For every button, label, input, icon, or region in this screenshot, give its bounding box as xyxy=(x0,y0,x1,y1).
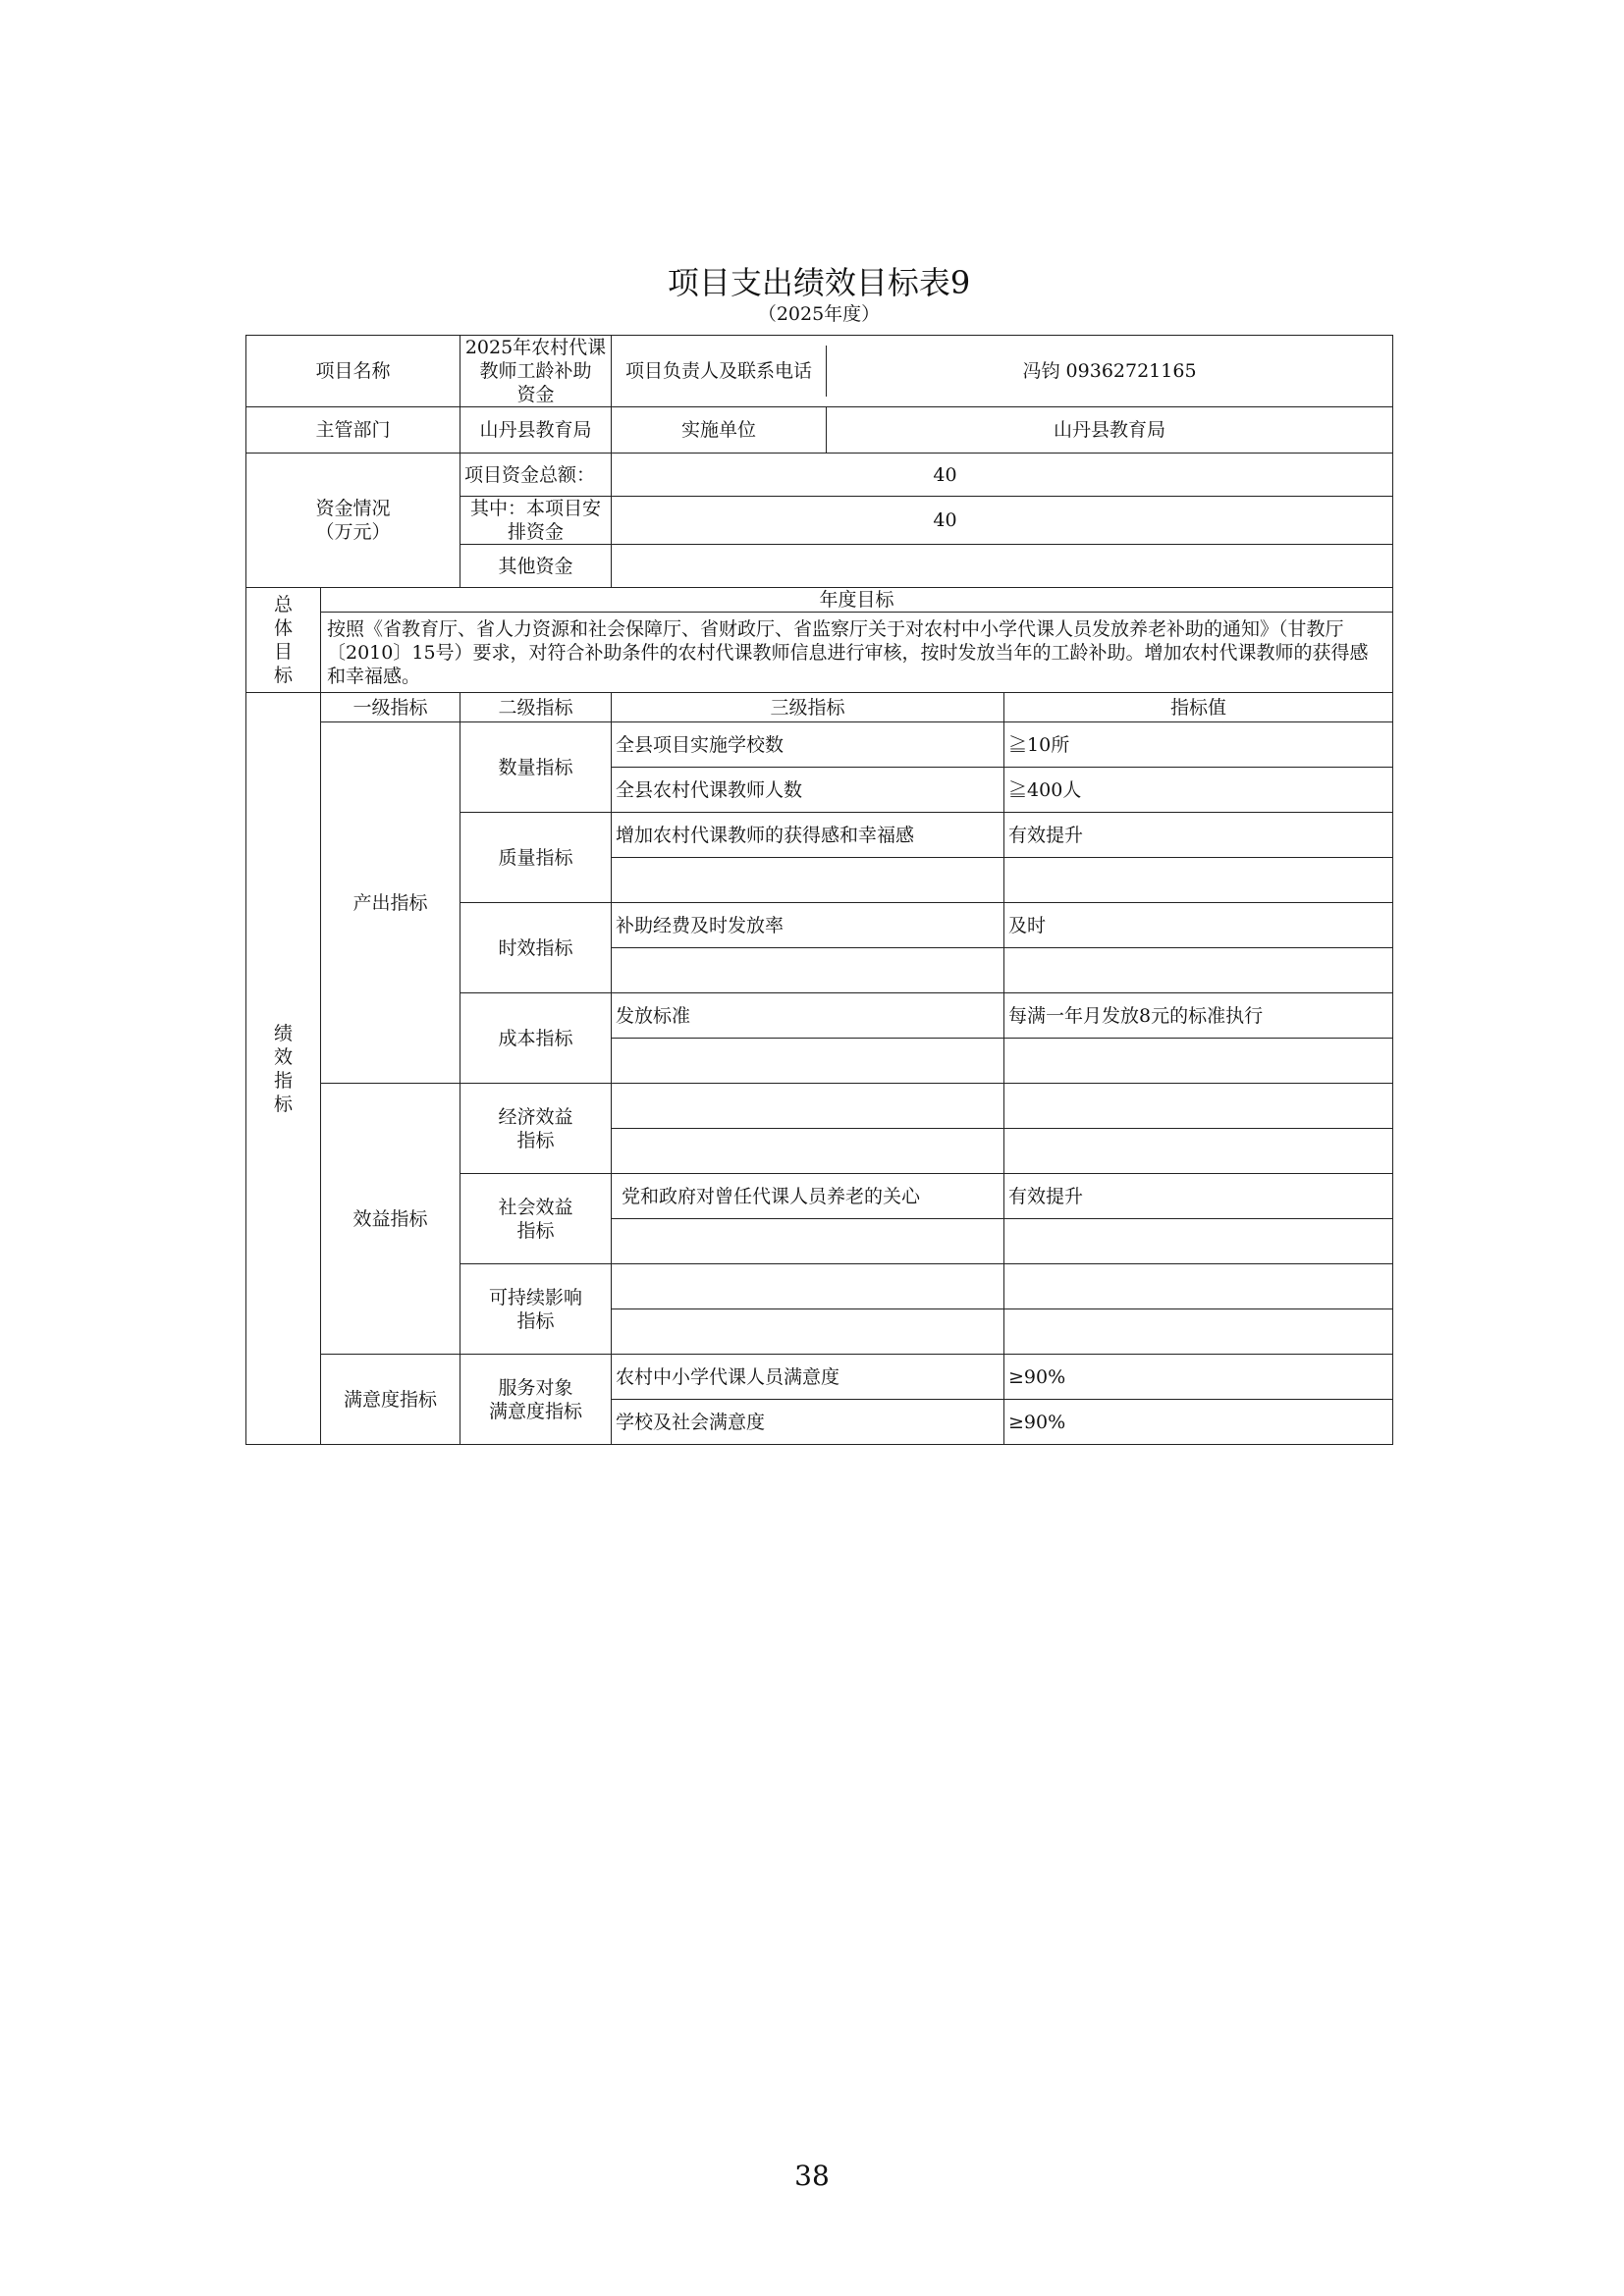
leader-cell xyxy=(612,336,1393,407)
page-title: 项目支出绩效目标表9 xyxy=(667,264,971,301)
indicator-value xyxy=(1004,1309,1393,1355)
table-row xyxy=(246,588,1393,613)
page-number: 38 xyxy=(794,2160,830,2192)
indicator-name xyxy=(612,1039,1004,1084)
col-header-level3: 三级指标 xyxy=(612,693,1004,722)
indicator-value: ≧400人 xyxy=(1004,768,1393,813)
indicator-name xyxy=(612,858,1004,903)
sustainable-label-line1: 可持续影响 xyxy=(489,1286,583,1308)
dept-value: 山丹县教育局 xyxy=(460,407,612,454)
page-subtitle: （2025年度） xyxy=(757,303,881,325)
indicator-name xyxy=(612,1219,1004,1264)
funds-arranged-label: 其中：本项目安排资金 xyxy=(460,497,612,545)
social-indicator-label xyxy=(460,1174,612,1264)
funds-arranged-value: 40 xyxy=(612,497,1393,545)
indicator-value: 有效提升 xyxy=(1004,1174,1393,1219)
indicator-name: 全县项目实施学校数 xyxy=(612,722,1004,768)
performance-side-char: 指 xyxy=(273,1069,293,1092)
indicator-value xyxy=(1004,1039,1393,1084)
annual-goal-text: 按照《省教育厅、省人力资源和社会保障厅、省财政厅、省监察厅关于对农村中小学代课人员发放养老补助的通知》（甘教厅〔2010〕15号）要求，对符合补助条件的农村代课教师信息进行审核，按时发放当年的工龄补助。增加农村代课教师的获得感和幸福感。 xyxy=(321,613,1393,693)
col-header-level2: 二级指标 xyxy=(460,693,612,722)
table-row xyxy=(246,1084,1393,1129)
funds-total-value: 40 xyxy=(612,454,1393,497)
table-row xyxy=(246,722,1393,768)
funds-label xyxy=(246,454,460,588)
sustainable-indicator-label xyxy=(460,1264,612,1355)
performance-side-char: 标 xyxy=(273,1093,293,1115)
overall-side-label xyxy=(246,588,321,693)
indicator-value xyxy=(1004,858,1393,903)
project-name-line2: 资金 xyxy=(516,384,555,405)
social-label-line1: 社会效益 xyxy=(498,1196,573,1218)
indicator-value xyxy=(1004,1264,1393,1309)
indicator-name: 党和政府对曾任代课人员养老的关心 xyxy=(612,1174,1004,1219)
indicator-name xyxy=(612,1264,1004,1309)
impl-label: 实施单位 xyxy=(612,407,827,453)
overall-side-char: 体 xyxy=(273,617,293,639)
table-row xyxy=(246,336,1393,407)
performance-side-char: 效 xyxy=(273,1045,293,1068)
sustainable-label-line2: 指标 xyxy=(516,1309,555,1332)
table-row xyxy=(246,1355,1393,1400)
indicator-value: 每满一年月发放8元的标准执行 xyxy=(1004,993,1393,1039)
service-label-line1: 服务对象 xyxy=(498,1376,573,1399)
indicator-value: 及时 xyxy=(1004,903,1393,948)
funds-other-label: 其他资金 xyxy=(460,545,612,588)
benefit-indicator-label: 效益指标 xyxy=(321,1084,460,1355)
satisfaction-indicator-label: 满意度指标 xyxy=(321,1355,460,1445)
indicator-name: 农村中小学代课人员满意度 xyxy=(612,1355,1004,1400)
col-header-value: 指标值 xyxy=(1004,693,1393,722)
funds-label-line2: （万元） xyxy=(315,521,391,543)
indicator-name: 发放标准 xyxy=(612,993,1004,1039)
indicator-value: ≥90% xyxy=(1004,1355,1393,1400)
overall-side-char: 总 xyxy=(273,594,293,615)
indicator-name: 补助经费及时发放率 xyxy=(612,903,1004,948)
funds-label-line1: 资金情况 xyxy=(315,498,391,519)
overall-side-char: 目 xyxy=(273,641,293,663)
indicator-value xyxy=(1004,1084,1393,1129)
performance-side-label xyxy=(246,693,321,1445)
timeliness-indicator-label: 时效指标 xyxy=(460,903,612,993)
quantity-indicator-label: 数量指标 xyxy=(460,722,612,813)
indicator-value xyxy=(1004,948,1393,993)
overall-side-char: 标 xyxy=(273,665,293,686)
indicator-value: ≥90% xyxy=(1004,1400,1393,1445)
dept-label: 主管部门 xyxy=(246,407,460,454)
indicator-name xyxy=(612,1309,1004,1355)
indicator-name: 学校及社会满意度 xyxy=(612,1400,1004,1445)
table-row xyxy=(246,613,1393,693)
cost-indicator-label: 成本指标 xyxy=(460,993,612,1084)
table-row xyxy=(246,454,1393,497)
economic-indicator-label xyxy=(460,1084,612,1174)
leader-value: 冯钧 09362721165 xyxy=(1022,360,1197,382)
output-indicator-label: 产出指标 xyxy=(321,722,460,1084)
funds-other-value xyxy=(612,545,1393,588)
indicator-name xyxy=(612,1084,1004,1129)
table-row xyxy=(246,693,1393,722)
indicator-name: 全县农村代课教师人数 xyxy=(612,768,1004,813)
service-label-line2: 满意度指标 xyxy=(489,1400,583,1422)
project-name-value xyxy=(460,336,612,407)
indicator-name: 增加农村代课教师的获得感和幸福感 xyxy=(612,813,1004,858)
indicator-value xyxy=(1004,1129,1393,1174)
impl-value: 山丹县教育局 xyxy=(1054,419,1166,441)
indicator-name xyxy=(612,948,1004,993)
project-name-label: 项目名称 xyxy=(246,336,460,407)
leader-label: 项目负责人及联系电话 xyxy=(612,346,827,397)
indicator-value: ≧10所 xyxy=(1004,722,1393,768)
annual-goal-header: 年度目标 xyxy=(321,588,1393,613)
quality-indicator-label: 质量指标 xyxy=(460,813,612,903)
project-name-line1: 2025年农村代课教师工龄补助 xyxy=(464,337,607,382)
impl-cell xyxy=(612,407,1393,454)
indicator-name xyxy=(612,1129,1004,1174)
economic-label-line2: 指标 xyxy=(516,1129,555,1151)
table-row xyxy=(246,407,1393,454)
funds-total-label: 项目资金总额： xyxy=(460,454,612,497)
indicator-value: 有效提升 xyxy=(1004,813,1393,858)
performance-side-char: 绩 xyxy=(273,1022,293,1044)
indicator-value xyxy=(1004,1219,1393,1264)
service-satisfaction-label xyxy=(460,1355,612,1445)
social-label-line2: 指标 xyxy=(516,1219,555,1242)
performance-target-table xyxy=(245,335,1393,1445)
col-header-level1: 一级指标 xyxy=(321,693,460,722)
economic-label-line1: 经济效益 xyxy=(498,1105,573,1128)
